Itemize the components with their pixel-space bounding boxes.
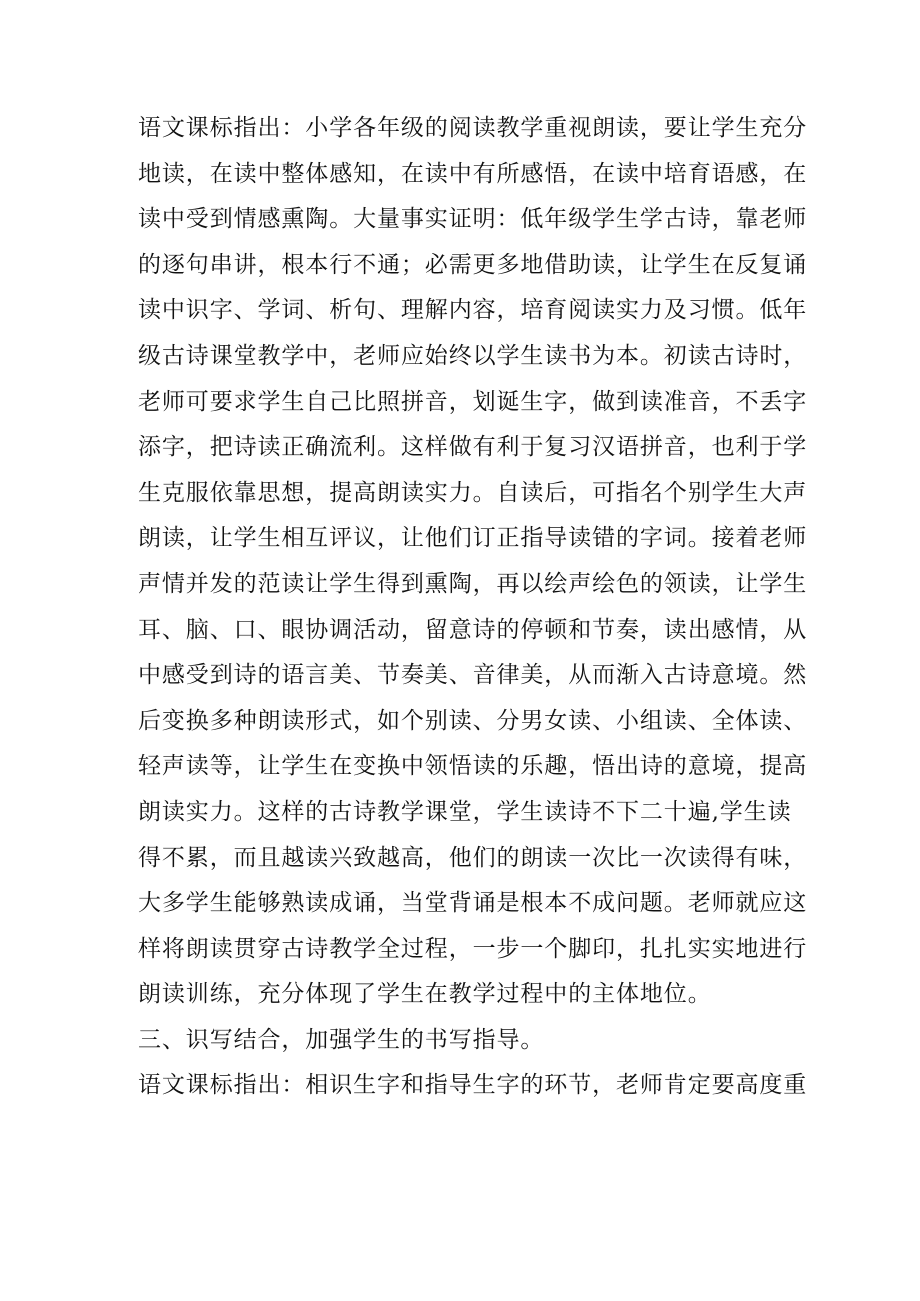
text-line: 耳、脑、口、眼协调活动，留意诗的停顿和节奏，读出感情，从 <box>138 616 808 643</box>
text-line: 地读，在读中整体感知，在读中有所感悟，在读中培育语感，在 <box>138 160 808 187</box>
text-line: 语文课标指出：相识生字和指导生字的环节，老师肯定要高度重 <box>138 1072 808 1099</box>
text-line: 中感受到诗的语言美、节奏美、音律美，从而渐入古诗意境。然 <box>138 662 808 689</box>
text-line: 样将朗读贯穿古诗教学全过程，一步一个脚印，扎扎实实地进行 <box>138 935 808 962</box>
text-line: 语文课标指出：小学各年级的阅读教学重视朗读，要让学生充分 <box>138 115 808 141</box>
text-line: 声情并发的范读让学生得到熏陶，再以绘声绘色的领读，让学生 <box>138 570 808 597</box>
heading-text: 三、识写结合，加强学生的书写指导。 <box>138 1026 545 1053</box>
text-line: 朗读训练，充分体现了学生在教学过程中的主体地位。 <box>138 981 712 1008</box>
text-line: 的逐句串讲，根本行不通；必需更多地借助读，让学生在反复诵 <box>138 251 808 278</box>
document-body <box>138 106 808 1109</box>
paragraph-1 <box>138 106 808 1018</box>
text-line: 老师可要求学生自己比照拼音，划诞生字，做到读准音，不丢字 <box>138 388 808 415</box>
text-line: 轻声读等，让学生在变换中领悟读的乐趣，悟出诗的意境，提高 <box>138 753 808 780</box>
text-line: 添字，把诗读正确流利。这样做有利于复习汉语拼音，也利于学 <box>138 434 808 461</box>
text-line: 级古诗课堂教学中，老师应始终以学生读书为本。初读古诗时， <box>138 342 808 369</box>
paragraph-2 <box>138 1063 808 1109</box>
text-line: 读中识字、学词、析句、理解内容，培育阅读实力及习惯。低年 <box>138 297 808 324</box>
text-line: 大多学生能够熟读成诵，当堂背诵是根本不成问题。老师就应这 <box>138 890 808 917</box>
text-line: 朗读，让学生相互评议，让他们订正指导读错的字词。接着老师 <box>138 525 808 552</box>
text-line: 得不累，而且越读兴致越高，他们的朗读一次比一次读得有味， <box>138 844 808 871</box>
text-line: 后变换多种朗读形式，如个别读、分男女读、小组读、全体读、 <box>138 707 808 734</box>
text-line: 朗读实力。这样的古诗教学课堂，学生读诗不下二十遍,学生读 <box>138 798 792 825</box>
text-line: 生克服依靠思想，提高朗读实力。自读后，可指名个别学生大声 <box>138 479 808 506</box>
section-heading <box>138 1018 786 1064</box>
text-line: 读中受到情感熏陶。大量事实证明：低年级学生学古诗，靠老师 <box>138 206 808 233</box>
